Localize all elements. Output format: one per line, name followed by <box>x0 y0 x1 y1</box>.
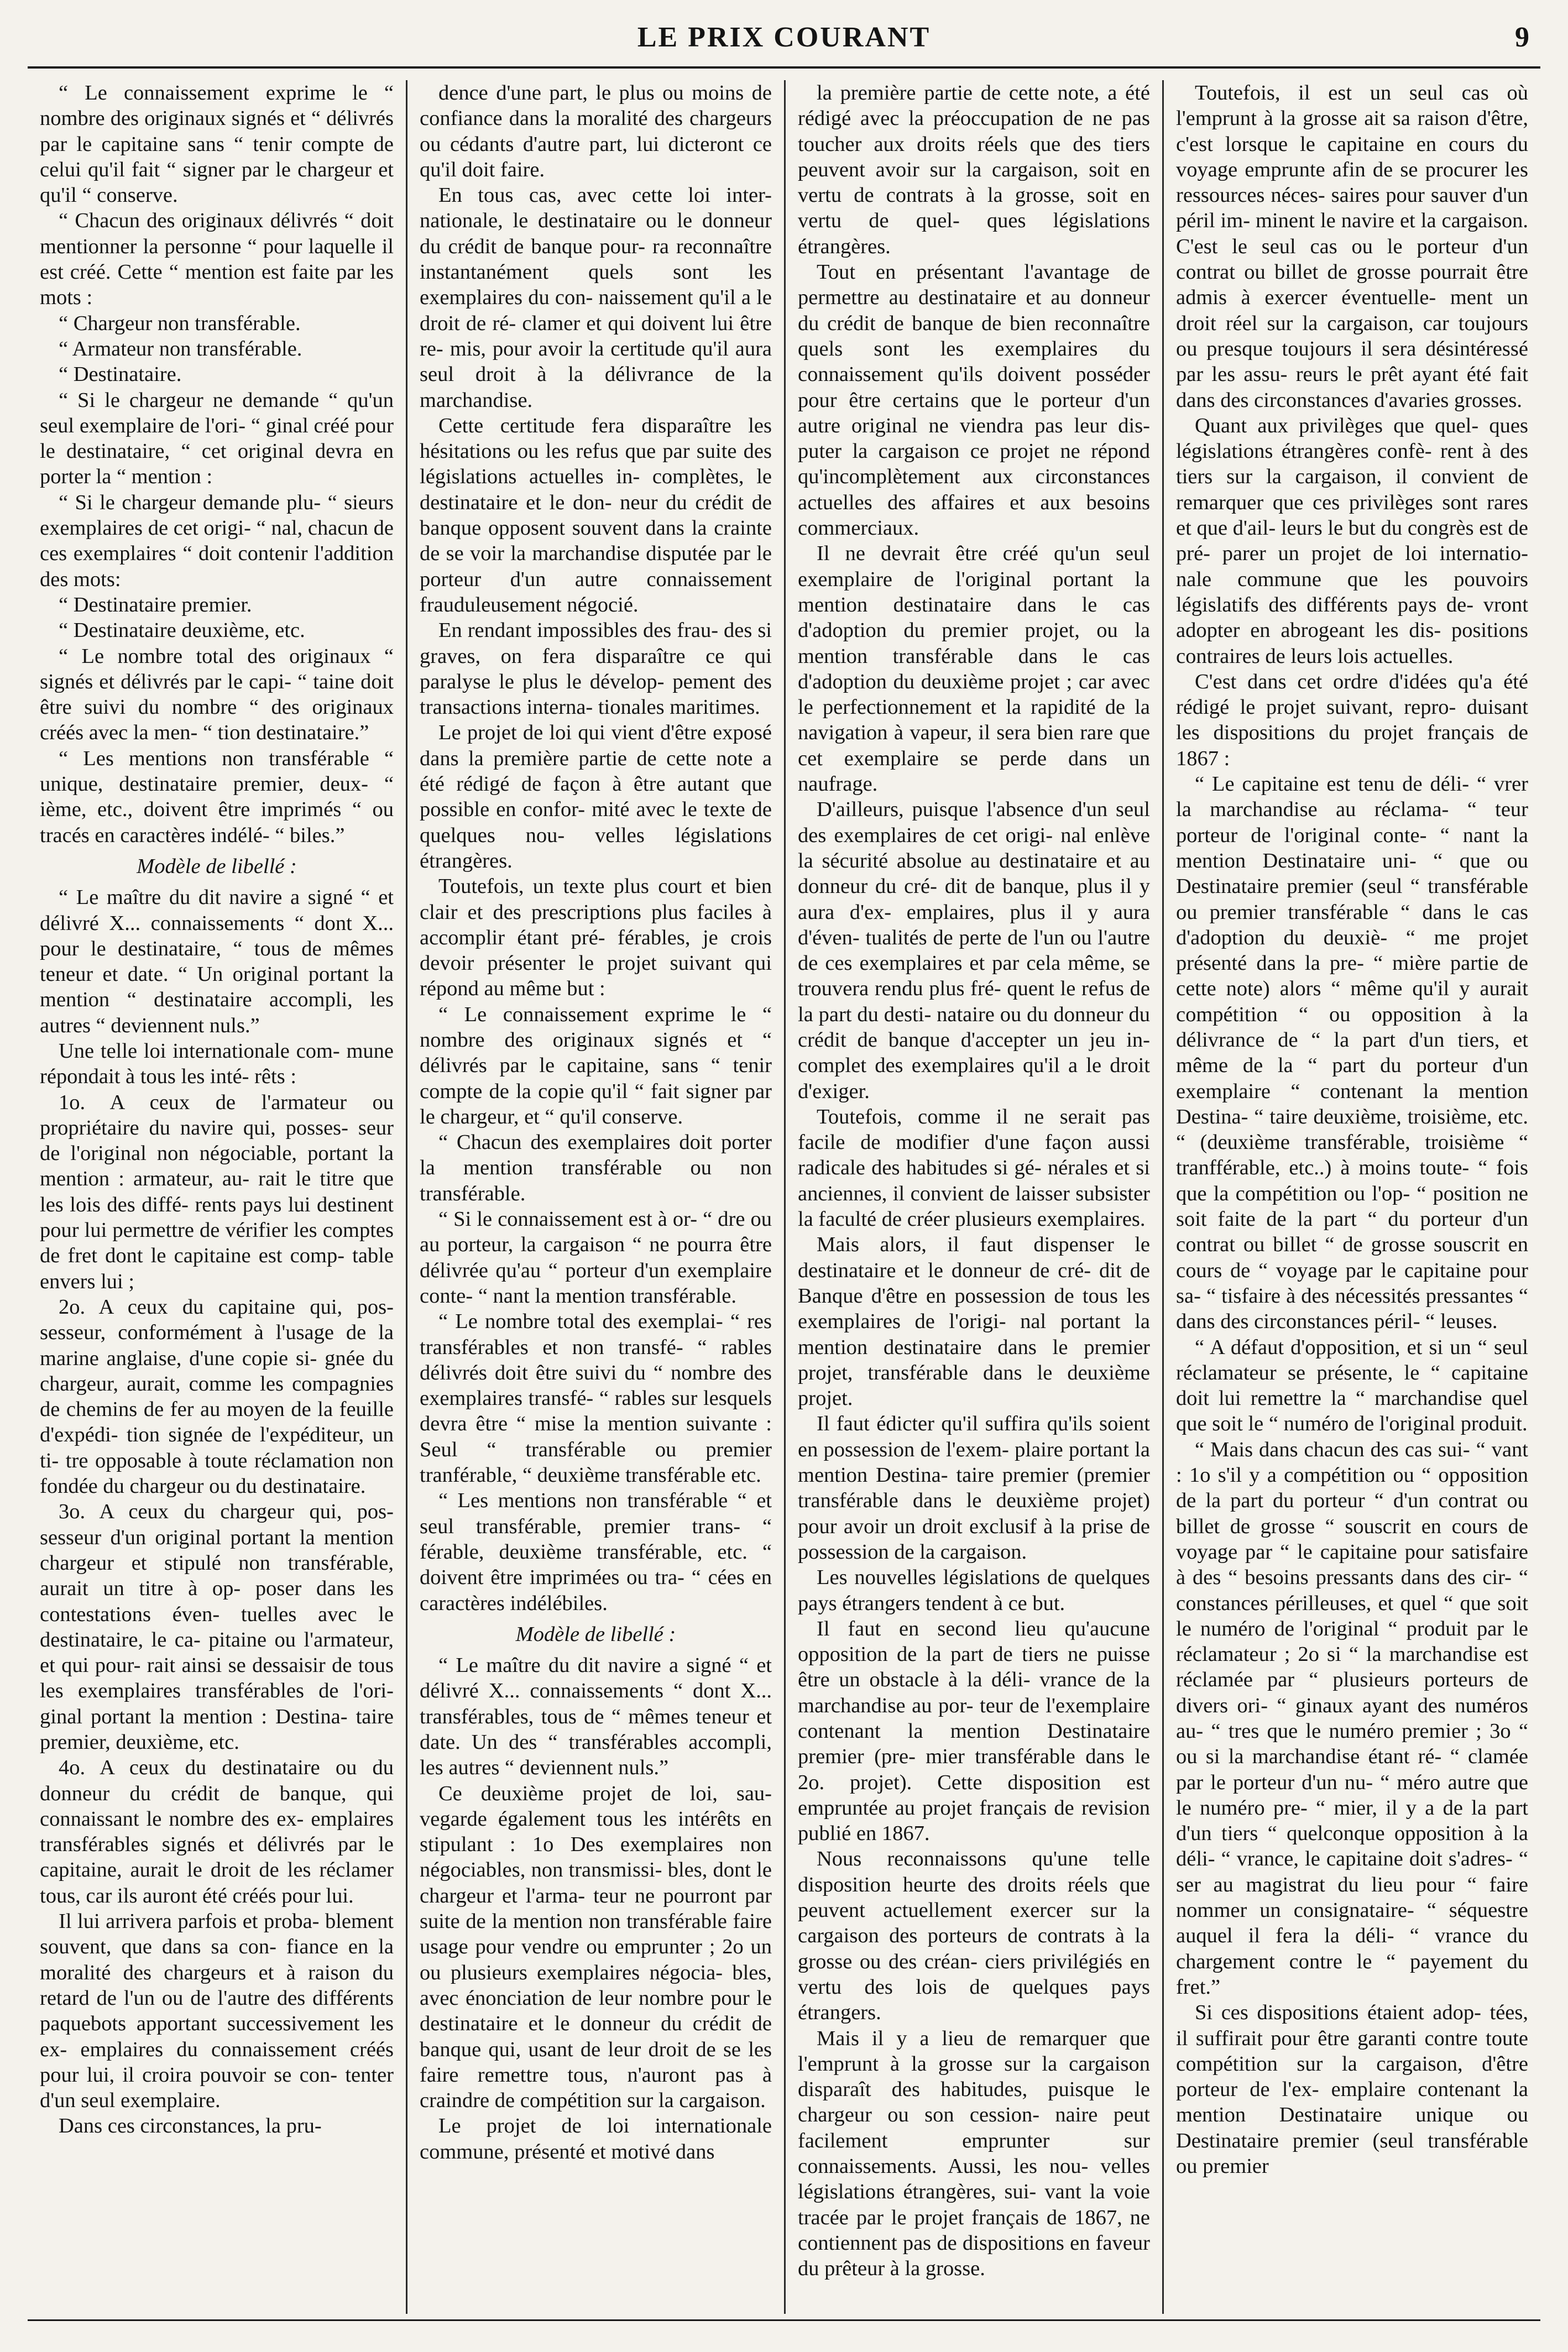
column-2-paragraph: En tous cas, avec cette loi inter- nationale, le destinataire ou le donneur du crédit de banque pour- ra reconnaître instantanément quels sont les exemplaires du con- naissement qu'il a le droit de ré- clamer et qui doivent lui être re- mis, pour avoir la certitude qu'il aura seul droit à la délivrance de la marchandise. <box>420 184 772 412</box>
column-1-paragraph: 4o. A ceux du destinataire ou du donneur du crédit de banque, qui connaissant le nombre des ex- emplaires transférables signés et délivrés par le capitaine, aurait le droit de les réclamer tous, car ils auront été créés pour lui. <box>40 1756 394 1907</box>
page-header <box>28 17 1540 66</box>
column-2-paragraph: Ce deuxième projet de loi, sau- vegarde également tous les intérêts en stipulant : 1o Des exemplaires non négociables, non transmissi- bles, dont le chargeur et l'arma- teur ne pourront par suite de la mention non transférable faire usage pour vendre ou emprunter ; 2o un ou plusieurs exemplaires négocia- bles, avec énonciation de leur nombre pour le destinataire et le donneur du crédit de banque qui, usant de leur droit de se les faire remettre tous, n'auront pas à craindre de compétition sur la cargaison. <box>420 1781 772 2113</box>
column-3-paragraph: Il ne devrait être créé qu'un seul exemplaire de l'original portant la mention destinataire dans le cas d'adoption du premier projet, ou la mention transférable dans le cas d'adoption du deuxième projet ; car avec le perfectionnement et la rapidité de la navigation à vapeur, il sera bien rare que cet exemplaire se perde dans un naufrage. <box>798 542 1150 796</box>
column-3-paragraph: D'ailleurs, puisque l'absence d'un seul des exemplaires de cet origi- nal enlève la sécurité absolue au destinataire et au donneur du cré- dit de banque, plus il y aura d'ex- emplaires, plus il y aura d'éven- tualités de perte de l'un ou l'autre de ces exemplaires et par cela même, se trouvera rendu plus fré- quent le refus de la part du desti- nataire ou du donneur du crédit de banque d'accepter un jeu in- complet des exemplaires qu'il a le droit d'exiger. <box>798 798 1150 1103</box>
column-3 <box>784 80 1162 2314</box>
column-1-paragraph: “ Le maître du dit navire a signé “ et délivré X... connaissements “ dont X... pour le destinataire, “ tous de mêmes teneur et date. “ Un original portant la mention “ destinataire accompli, les autres “ deviennent nuls.” <box>40 886 394 1037</box>
column-1-paragraph: Une telle loi internationale com- mune répondait à tous les inté- rêts : <box>40 1039 394 1089</box>
footer-rule <box>28 2319 1540 2321</box>
column-2-paragraph: “ Le nombre total des exemplai- “ res transférables et non transfé- “ rables délivrés doit être suivi du “ nombre des exemplaires transfé- “ rables sur lesquels devra être “ mise la mention suivante : Seul “ transférable ou premier tranférable, “ deuxième transférable etc. <box>420 1310 772 1487</box>
column-2-paragraph: Le projet de loi internationale commune, présenté et motivé dans <box>420 2114 772 2163</box>
column-1-paragraph: 1o. A ceux de l'armateur ou propriétaire du navire qui, posses- seur de l'original non négociable, portant la mention : armateur, au- rait le titre que les lois des diffé- rents pays lui destinent pour lui permettre de vérifier les comptes de fret dont le capitaine est comp- table envers lui ; <box>40 1090 394 1293</box>
column-2-paragraph: “ Si le connaissement est à or- “ dre ou au porteur, la cargaison “ ne pourra être délivrée qu'au “ porteur d'un exemplaire conte- “ nant la mention transférable. <box>420 1208 772 1308</box>
column-3-paragraph: Les nouvelles législations de quelques pays étrangers tendent à ce but. <box>798 1566 1150 1615</box>
column-1-paragraph: “ Si le chargeur demande plu- “ sieurs exemplaires de cet origi- “ nal, chacun de ces exemplaires “ doit contenir l'addition des mots: <box>40 490 394 591</box>
column-2-paragraph: Cette certitude fera disparaître les hésitations ou les refus que par suite des législations actuelles in- complètes, le destinataire et le don- neur du crédit de banque opposent souvent dans la crainte de se voir la marchandise disputée par le porteur d'un autre connaissement frauduleusement négocié. <box>420 414 772 616</box>
column-1-paragraph: “ Destinataire. <box>59 363 182 386</box>
column-1-paragraph: Dans ces circonstances, la pru- <box>59 2114 322 2138</box>
column-3-paragraph: Tout en présentant l'avantage de permettre au destinataire et au donneur du crédit de banque de bien reconnaître quels sont les exemplaires du connaissement qu'ils doivent posséder pour être certains que le porteur d'un autre original ne viendra pas leur dis- puter la cargaison ce projet ne répond qu'incomplètement aux circonstances actuelles des affaires et aux besoins commerciaux. <box>798 260 1150 540</box>
column-1-paragraph: “ Destinataire deuxième, etc. <box>59 619 305 642</box>
column-1-paragraph: “ Destinataire premier. <box>59 593 252 616</box>
column-2-paragraph: Toutefois, un texte plus court et bien clair et des prescriptions plus faciles à accomplir étant pré- férables, je crois devoir présenter le projet suivant qui répond au même but : <box>420 875 772 1001</box>
column-2-paragraph: “ Chacun des exemplaires doit porter la mention transférable ou non transférable. <box>420 1131 772 1205</box>
column-2 <box>406 80 784 2314</box>
column-3-paragraph: Toutefois, comme il ne serait pas facile de modifier d'une façon aussi radicale des habitudes si gé- nérales et si anciennes, il convient de laisser subsister la faculté de créer plusieurs exemplaires. <box>798 1105 1150 1231</box>
column-1-paragraph: 2o. A ceux du capitaine qui, pos- sesseur, conformément à l'usage de la marine anglaise, d'une copie si- gnée du chargeur, aurait, comme les compagnies de chemins de fer au moyen de la feuille d'expédi- tion signée de l'expéditeur, un ti- tre opposable à toute réclamation non fondée du chargeur ou du destinataire. <box>40 1295 394 1498</box>
model-caption: Modèle de libellé : <box>137 854 297 878</box>
column-3-paragraph: Il faut en second lieu qu'aucune opposition de la part de tiers ne puisse être un obstacle à la déli- vrance de la marchandise au por- teur de l'exemplaire contenant la mention Destinataire premier (pre- mier transférable dans le 2o. projet). Cette disposition est empruntée au projet français de revision publié en 1867. <box>798 1617 1150 1846</box>
column-4-paragraph: C'est dans cet ordre d'idées qu'a été rédigé le projet suivant, repro- duisant les dispositions du projet français de 1867 : <box>1176 670 1528 770</box>
column-2-paragraph: “ Le maître du dit navire a signé “ et délivré X... connaissements “ dont X... transférables, tous de “ mêmes teneur et date. Un des “ transférables accompli, les autres “ deviennent nuls.” <box>420 1654 772 1780</box>
column-3-paragraph: la première partie de cette note, a été rédigé avec la préoccupation de ne pas toucher aux droits réels que des tiers peuvent avoir sur la cargaison, soit en vertu de contrats à la grosse, soit en vertu de quel- ques législations étrangères. <box>798 81 1150 258</box>
column-4-paragraph: Si ces dispositions étaient adop- tées, il suffirait pour être garanti contre toute compétition sur la cargaison, d'être porteur de l'ex- emplaire contenant la mention Destinataire unique ou Destinataire premier (seul transférable ou premier <box>1176 2001 1528 2178</box>
column-4-paragraph: Quant aux privilèges que quel- ques législations étrangères confè- rent à des tiers sur la cargaison, il convient de remarquer que ces privilèges sont rares et que d'ail- leurs le but du congrès est de pré- parer un projet de loi internatio- nale commune que les pouvoirs législatifs des différents pays de- vront adopter en abrogeant les dis- positions contraires de leurs lois actuelles. <box>1176 414 1528 668</box>
column-1 <box>28 80 406 2314</box>
column-3-paragraph: Mais alors, il faut dispenser le destinataire et le donneur de cré- dit de Banque d'être en possession de tous les exemplaires de l'origi- nal portant la mention destinataire dans le premier projet, transférable dans le deuxième projet. <box>798 1233 1150 1410</box>
column-1-paragraph: “ Les mentions non transférable “ unique, destinataire premier, deux- “ ième, etc., doivent être imprimés “ ou tracés en caractères indélé- “ biles.” <box>40 746 394 847</box>
column-4-paragraph: Toutefois, il est un seul cas où l'emprunt à la grosse ait sa raison d'être, c'est lorsque le capitaine en cours du voyage emprunte afin de se procurer les ressources néces- saires pour sauver d'un péril im- minent le navire et la cargaison. C'est le seul cas ou le porteur d'un contrat ou billet de grosse pourrait être admis à exercer éventuelle- ment un droit réel sur la cargaison, car toujours ou presque toujours il sera désintéressé par les assu- reurs le prêt ayant été fait dans des circonstances d'avaries grosses. <box>1176 81 1528 412</box>
column-4-paragraph: “ Mais dans chacun des cas sui- “ vant : 1o s'il y a compétition ou “ opposition de la part du porteur “ d'un contrat ou billet de grosse “ souscrit en cours de voyage par “ le capitaine pour satisfaire à des “ besoins pressants dans des cir- “ constances périlleuses, et quel “ que soit le numéro de l'original “ produit par le réclamateur ; 2o si “ la marchandise est réclamée par “ plusieurs porteurs de divers ori- “ ginaux ayant des numéros au- “ tres que le numéro premier ; 3o “ ou si la marchandise étant ré- “ clamée par le porteur d'un nu- “ méro autre que le numéro pre- “ mier, il y a de la part d'un tiers “ quelconque opposition à la déli- “ vrance, le capitaine doit s'adres- “ ser au magistrat du lieu pour “ faire nommer un consignataire- “ séquestre auquel il fera la déli- “ vrance du chargement contre le “ payement du fret.” <box>1176 1438 1528 1999</box>
column-1-paragraph: “ Si le chargeur ne demande “ qu'un seul exemplaire de l'ori- “ ginal créé pour le destinataire, “ cet original devra en porter la “ mention : <box>40 388 394 489</box>
column-2-paragraph: Le projet de loi qui vient d'être exposé dans la première partie de cette note a été rédigé de façon à être autant que possible en confor- mité avec le texte de quelques nou- velles législations étrangères. <box>420 721 772 872</box>
column-4-paragraph: “ Le capitaine est tenu de déli- “ vrer la marchandise au réclama- “ teur porteur de l'original conte- “ nant la mention Destinataire uni- “ que ou Destinataire premier (seul “ transférable ou premier transférable “ dans le cas d'adoption du deuxiè- “ me projet présenté dans la pre- “ mière partie de cette note) alors “ même qu'il y aurait compétition “ ou opposition à la délivrance de “ la part d'un tiers, et même de la “ part du porteur d'un exemplaire “ contenant la mention Destina- “ taire deuxième, troisième, etc. “ (deuxième transférable, troisième “ tranfférable, etc..) à moins toute- “ fois que la compétition ou l'op- “ position ne soit faite de la part “ du porteur d'un contrat ou billet “ de grosse souscrit en cours de “ voyage par le capitaine pour sa- “ tisfaire à des nécessités pressantes “ dans des circonstances péril- “ leuses. <box>1176 772 1528 1334</box>
column-4 <box>1162 80 1540 2314</box>
header-rule <box>28 66 1540 69</box>
column-1-paragraph: “ Chacun des originaux délivrés “ doit mentionner la personne “ pour laquelle il est créé. Cette “ mention est faite par les mots : <box>40 209 394 310</box>
text-columns <box>28 80 1540 2314</box>
journal-title: LE PRIX COURANT <box>637 22 931 53</box>
column-1-paragraph: 3o. A ceux du chargeur qui, pos- sesseur d'un original portant la mention chargeur et stipulé non transférable, aurait un titre à op- poser dans les contestations éven- tuelles avec le destinataire, le ca- pitaine ou l'armateur, et qui pour- rait ainsi se dessaisir de tous les exemplaires transférables de l'ori- ginal portant la mention : Destina- taire premier, deuxième, etc. <box>40 1500 394 1754</box>
column-1-paragraph: “ Armateur non transférable. <box>59 337 302 360</box>
page-number: 9 <box>1515 22 1529 53</box>
column-4-paragraph: “ A défaut d'opposition, et si un “ seul réclamateur se présente, le “ capitaine doit lui remettre la “ marchandise quel que soit le “ numéro de l'original produit. <box>1176 1335 1528 1436</box>
column-2-paragraph: “ Le connaissement exprime le “ nombre des originaux signés et “ délivrés par le capitaine, sans “ tenir compte de la copie qu'il “ fait signer par le chargeur, et “ qu'il conserve. <box>420 1002 772 1128</box>
column-2-paragraph: En rendant impossibles des frau- des si graves, on fera disparaître ce qui paralyse le plus le dévelop- pement des transactions interna- tionales maritimes. <box>420 619 772 719</box>
column-1-paragraph: “ Le nombre total des originaux “ signés et délivrés par le capi- “ taine doit être suivi du nombre “ des originaux créés avec la men- “ tion destinataire.” <box>40 644 394 745</box>
column-2-paragraph: “ Les mentions non transférable “ et seul transférable, premier trans- “ férable, deuxième transférable, etc. “ doivent être imprimées ou tra- “ cées en caractères indélébiles. <box>420 1489 772 1615</box>
column-3-paragraph: Il faut édicter qu'il suffira qu'ils soient en possession de l'exem- plaire portant la mention Destina- taire premier (premier transférable dans le deuxième projet) pour avoir un droit exclusif à la prise de possession de la cargaison. <box>798 1412 1150 1564</box>
column-1-paragraph: Il lui arrivera parfois et proba- blement souvent, que dans sa con- fiance en la moralité des chargeurs et à raison du retard de l'un ou de l'autre des différents paquebots apportant successivement les ex- emplaires du connaissement créés pour lui, il croira pouvoir se con- tenter d'un seul exemplaire. <box>40 1910 394 2113</box>
column-3-paragraph: Nous reconnaissons qu'une telle disposition heurte des droits réels que peuvent actuellement exercer sur la cargaison des porteurs de contrats à la grosse ou des créan- ciers privilégiés en vertu des lois de quelques pays étrangers. <box>798 1847 1150 2025</box>
column-3-paragraph: Mais il y a lieu de remarquer que l'emprunt à la grosse sur la cargaison disparaît des habitudes, puisque le chargeur ou son cession- naire peut facilement emprunter sur connaissements. Aussi, les nou- velles législations étrangères, sui- vant la voie tracée par le projet français de 1867, ne contiennent pas de dispositions en faveur du prêteur à la grosse. <box>798 2026 1150 2281</box>
column-1-paragraph: “ Chargeur non transférable. <box>59 311 301 335</box>
column-2-paragraph: dence d'une part, le plus ou moins de confiance dans la moralité des chargeurs ou cédants d'autre part, lui dicteront ce qu'il doit faire. <box>420 81 772 181</box>
model-caption: Modèle de libellé : <box>515 1622 676 1646</box>
column-1-paragraph: “ Le connaissement exprime le “ nombre des originaux signés et “ délivrés par le capitaine sans “ tenir compte de celui qu'il fait “ signer par le chargeur et qu'il “ conserve. <box>40 81 394 207</box>
